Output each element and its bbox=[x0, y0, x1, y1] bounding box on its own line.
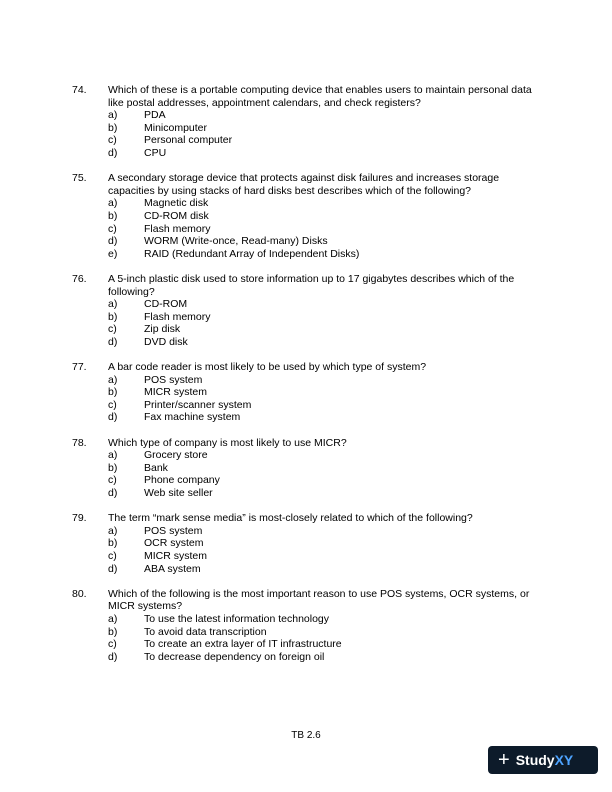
answer-option bbox=[108, 613, 532, 626]
option-letter: c) bbox=[108, 474, 117, 487]
option-text: Minicomputer bbox=[144, 121, 208, 134]
answer-option bbox=[108, 374, 532, 387]
option-letter: d) bbox=[108, 650, 118, 663]
option-letter: d) bbox=[108, 562, 118, 575]
option-letter: a) bbox=[108, 298, 118, 311]
option-letter: c) bbox=[108, 323, 117, 336]
studyxy-badge[interactable] bbox=[488, 746, 598, 774]
answer-options bbox=[108, 298, 532, 348]
answer-option bbox=[108, 537, 532, 550]
question-number: 79. bbox=[72, 512, 87, 525]
question-body bbox=[108, 361, 532, 424]
option-text: To avoid data transcription bbox=[144, 625, 267, 638]
answer-option bbox=[108, 386, 532, 399]
option-letter: a) bbox=[108, 109, 118, 122]
answer-option bbox=[108, 550, 532, 563]
question-body bbox=[108, 588, 532, 664]
option-letter: a) bbox=[108, 524, 118, 537]
option-letter: a) bbox=[108, 449, 118, 462]
answer-option bbox=[108, 474, 532, 487]
option-text: CD-ROM disk bbox=[144, 209, 209, 222]
question-79 bbox=[72, 512, 532, 575]
answer-option bbox=[108, 525, 532, 538]
option-text: WORM (Write-once, Read-many) Disks bbox=[144, 235, 328, 248]
option-letter: a) bbox=[108, 373, 118, 386]
answer-option bbox=[108, 462, 532, 475]
option-text: PDA bbox=[144, 109, 166, 122]
answer-option bbox=[108, 147, 532, 160]
option-text: Flash memory bbox=[144, 222, 211, 235]
answer-option bbox=[108, 626, 532, 639]
option-text: To decrease dependency on foreign oil bbox=[144, 650, 325, 663]
option-text: To use the latest information technology bbox=[144, 612, 330, 625]
question-text: A 5-inch plastic disk used to store information up to 17 gigabytes describes which of the following? bbox=[108, 272, 515, 298]
answer-option bbox=[108, 336, 532, 349]
option-text: POS system bbox=[144, 373, 203, 386]
answer-options bbox=[108, 197, 532, 260]
option-letter: d) bbox=[108, 335, 118, 348]
question-number: 77. bbox=[72, 361, 87, 374]
option-text: Zip disk bbox=[144, 323, 181, 336]
option-letter: c) bbox=[108, 398, 117, 411]
answer-option bbox=[108, 323, 532, 336]
answer-option bbox=[108, 311, 532, 324]
question-body bbox=[108, 84, 532, 160]
option-letter: b) bbox=[108, 461, 118, 474]
question-number: 74. bbox=[72, 84, 87, 96]
answer-option bbox=[108, 210, 532, 223]
answer-options bbox=[108, 374, 532, 424]
option-text: CPU bbox=[144, 146, 167, 159]
option-letter: d) bbox=[108, 146, 118, 159]
question-number: 75. bbox=[72, 172, 87, 185]
option-letter: b) bbox=[108, 625, 118, 638]
option-text: Printer/scanner system bbox=[144, 398, 252, 411]
answer-option bbox=[108, 109, 532, 122]
option-text: Bank bbox=[144, 461, 168, 474]
question-number: 76. bbox=[72, 272, 87, 285]
option-letter: d) bbox=[108, 411, 118, 424]
answer-option bbox=[108, 651, 532, 664]
question-text: A bar code reader is most likely to be used by which type of system? bbox=[108, 361, 427, 374]
answer-option bbox=[108, 122, 532, 135]
answer-options bbox=[108, 525, 532, 575]
answer-options bbox=[108, 613, 532, 663]
option-letter: b) bbox=[108, 209, 118, 222]
option-letter: d) bbox=[108, 235, 118, 248]
answer-options bbox=[108, 449, 532, 499]
question-76 bbox=[72, 273, 532, 349]
answer-option bbox=[108, 197, 532, 210]
answer-option bbox=[108, 235, 532, 248]
page-footer-label: TB 2.6 bbox=[291, 730, 321, 741]
option-text: RAID (Redundant Array of Independent Disks) bbox=[144, 247, 360, 260]
option-letter: b) bbox=[108, 537, 118, 550]
answer-option bbox=[108, 298, 532, 311]
question-body bbox=[108, 512, 532, 575]
brand-name-part2: XY bbox=[554, 751, 574, 768]
option-text: OCR system bbox=[144, 537, 204, 550]
option-text: DVD disk bbox=[144, 335, 188, 348]
plus-icon: + bbox=[498, 749, 510, 771]
option-letter: d) bbox=[108, 487, 118, 499]
answer-option bbox=[108, 487, 532, 500]
question-text: A secondary storage device that protects against disk failures and increases storage capacities by using stacks of hard disks best describes which of the following? bbox=[108, 172, 500, 197]
question-77 bbox=[72, 361, 532, 424]
answer-option bbox=[108, 223, 532, 236]
question-body bbox=[108, 172, 532, 260]
answer-option bbox=[108, 638, 532, 651]
question-78 bbox=[72, 437, 532, 500]
option-text: POS system bbox=[144, 524, 203, 537]
question-body bbox=[108, 273, 532, 349]
option-letter: e) bbox=[108, 247, 118, 260]
option-text: MICR system bbox=[144, 549, 207, 562]
option-text: Web site seller bbox=[144, 487, 213, 499]
question-body bbox=[108, 437, 532, 500]
option-letter: b) bbox=[108, 310, 118, 323]
option-text: Grocery store bbox=[144, 449, 208, 462]
option-letter: b) bbox=[108, 121, 118, 134]
option-letter: c) bbox=[108, 549, 117, 562]
question-list bbox=[72, 84, 532, 676]
question-text: The term “mark sense media” is most-closely related to which of the following? bbox=[108, 512, 473, 525]
question-text: Which type of company is most likely to use MICR? bbox=[108, 436, 347, 449]
answer-option bbox=[108, 563, 532, 576]
option-text: ABA system bbox=[144, 562, 201, 575]
option-text: Flash memory bbox=[144, 310, 211, 323]
option-letter: c) bbox=[108, 638, 117, 651]
option-text: Phone company bbox=[144, 474, 220, 487]
option-letter: c) bbox=[108, 222, 117, 235]
option-text: To create an extra layer of IT infrastructure bbox=[144, 638, 342, 651]
answer-option bbox=[108, 248, 532, 261]
answer-option bbox=[108, 449, 532, 462]
option-text: Personal computer bbox=[144, 134, 233, 147]
brand-name-part1: Study bbox=[515, 751, 555, 768]
question-text: Which of these is a portable computing device that enables users to maintain personal data like postal addresses, appointment calendars, and check registers? bbox=[108, 84, 532, 109]
option-letter: c) bbox=[108, 134, 117, 147]
option-text: Fax machine system bbox=[144, 411, 241, 424]
option-letter: a) bbox=[108, 612, 118, 625]
option-text: CD-ROM bbox=[144, 298, 188, 311]
question-number: 80. bbox=[72, 587, 87, 600]
question-number: 78. bbox=[72, 436, 87, 449]
answer-option bbox=[108, 134, 532, 147]
question-75 bbox=[72, 172, 532, 260]
option-text: Magnetic disk bbox=[144, 197, 209, 210]
answer-options bbox=[108, 109, 532, 159]
option-text: MICR system bbox=[144, 386, 207, 399]
option-letter: a) bbox=[108, 197, 118, 210]
question-text: Which of the following is the most important reason to use POS systems, OCR systems, or MICR systems? bbox=[108, 587, 530, 613]
answer-option bbox=[108, 399, 532, 412]
option-letter: b) bbox=[108, 386, 118, 399]
question-74 bbox=[72, 84, 532, 160]
answer-option bbox=[108, 411, 532, 424]
question-80 bbox=[72, 588, 532, 664]
